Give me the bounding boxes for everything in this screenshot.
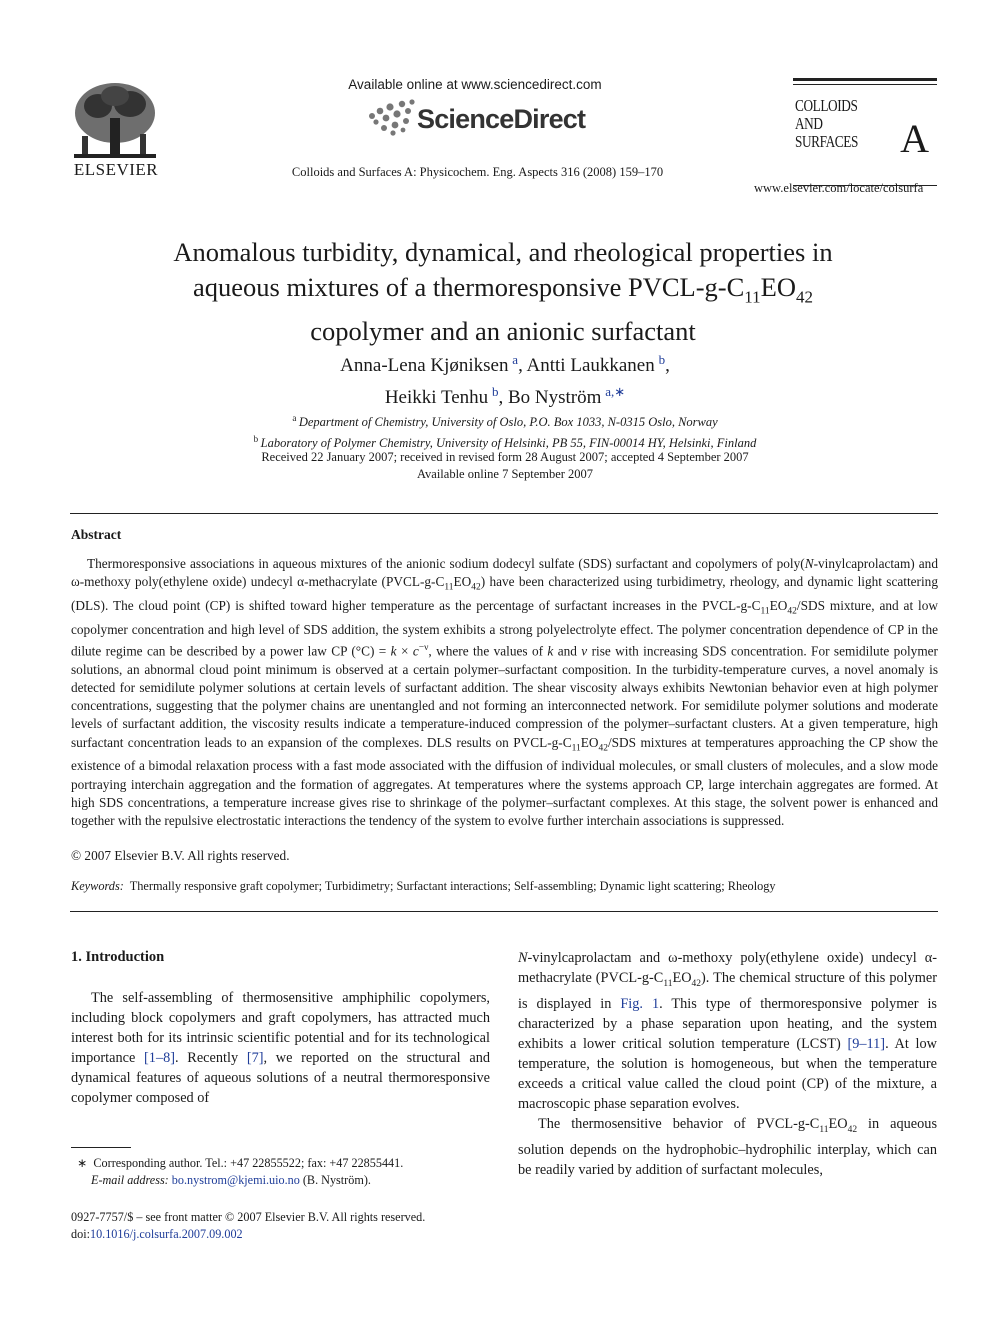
author-name: Antti Laukkanen: [526, 355, 655, 376]
imprint: 0927-7757/$ – see front matter © 2007 Elsevier B.V. All rights reserved. doi:10.1016/j.colsurfa.2007.09.002: [71, 1210, 426, 1241]
available-online-line[interactable]: Available online at www.sciencedirect.com: [348, 77, 602, 92]
abstract-heading: Abstract: [71, 527, 122, 542]
figure-link[interactable]: Fig. 1: [620, 995, 660, 1012]
paragraph: N-vinylcaprolactam and ω-methoxy poly(ethylene oxide) undecyl α-methacrylate $(PVCL-g-C_{11}EO_{42})$. The chemical structure of this polymer is displayed in Fig. 1. This type of thermoresponsive polymer is characterized by a phase separation upon heating, and the system exhibits a lower critical solution temperature (LCST) [9–11]. At low temperature, the solution is homogeneous, but when the temperature exceeds a critical value called the cloud point (CP) of the mixture, a macroscopic phase separation evolves.: [518, 950, 937, 1112]
paragraph: The thermosensitive behavior of PVCL-$g-C_{11}EO_{42}$ in aqueous solution depends on the hydrophobic–hydrophilic interplay, which can be readily varied by addition of surfactant molecules,: [518, 1115, 938, 1178]
journal-citation: Colloids and Surfaces A: Physicochem. Eng. Aspects 316 (2008) 159–170: [291, 165, 664, 179]
author-list: Anna-Lena Kjøniksen $^a$, Antti Laukkanen $^b$, Heikki Tenhu $^b$, Bo Nyström $^{a,∗}$: [340, 352, 670, 408]
author-name: Anna-Lena Kjøniksen: [340, 355, 509, 376]
corresponding-author-footnote: ∗ Corresponding author. Tel.: +47 22855522; fax: +47 22855441. E-mail address: bo.nystrom@kjemi.uio.no (B. Nyström).: [77, 1156, 404, 1187]
affiliation-link[interactable]: b: [658, 352, 666, 367]
affiliation-link[interactable]: a,∗: [605, 384, 626, 399]
divider: [70, 513, 938, 514]
citation-link[interactable]: [7]: [246, 1050, 264, 1066]
affiliations: $^a$ Department of Chemistry, University of Oslo, P.O. Box 1033, N-0315 Oslo, Norway $^b$ Laboratory of Polymer Chemistry, University of Helsinki, PB 55, FIN-00014 HY, Helsinki, Finland: [253, 413, 757, 450]
affiliation-link[interactable]: b: [491, 384, 499, 399]
email-link[interactable]: bo.nystrom@kjemi.uio.no: [171, 1172, 300, 1187]
publisher-name: ELSEVIER: [73, 160, 159, 179]
journal-url[interactable]: www.elsevier.com/locate/colsurfa: [754, 181, 924, 195]
divider: [70, 911, 938, 912]
journal-masthead: [793, 78, 937, 186]
article-history: Received 22 January 2007; received in revised form 28 August 2007; accepted 4 September 2007 Available online 7 September 2007: [261, 450, 749, 481]
author-name: Bo Nyström: [507, 387, 602, 408]
citation-link[interactable]: [1–8]: [144, 1050, 175, 1066]
doi-link[interactable]: 10.1016/j.colsurfa.2007.09.002: [89, 1226, 243, 1241]
sciencedirect-logo-text: ScienceDirect: [417, 104, 586, 134]
affiliation-link[interactable]: a: [512, 352, 519, 367]
keywords-text: Thermally responsive graft copolymer; Turbidimetry; Surfactant interactions; Self-assembling; Dynamic light scattering; Rheology: [129, 879, 776, 893]
citation-link[interactable]: [9–11]: [847, 1035, 886, 1052]
keywords: [71, 879, 938, 894]
author-name: Heikki Tenhu: [384, 387, 489, 408]
right-column: [518, 948, 937, 1180]
abstract-copyright: © 2007 Elsevier B.V. All rights reserved.: [71, 848, 290, 863]
paragraph: The self-assembling of thermosensitive amphiphilic copolymers, including block copolymers and graft copolymers, has attracted much interest both for its intrinsic scientific potential and for its technological importance [1–8]. Recently [7], we reported on the structural and dynamical features of aqueous solutions of a neutral thermoresponsive copolymer composed of: [71, 990, 491, 1106]
journal-section-letter: A: [900, 116, 929, 161]
keywords-label: Keywords:: [71, 879, 124, 893]
abstract-text: Thermoresponsive associations in aqueous mixtures of the anionic sodium dodecyl sulfate (SDS) surfactant and copolymers of poly(N-vinylcaprolactam) and ω-methoxy poly(ethylene oxide) undecyl α-methacrylate $(PVCL-g-C_{11}EO_{42})$ have been characterized using turbidimetry, rheology, and dynamic light scattering (DLS). The cloud point (CP) is shifted toward higher temperature as the percentage of surfactant increases in the PVCL-$g-C_{11}EO_{42}$/SDS mixture, and at low copolymer concentration and high level of SDS addition, the system exhibits a strong polyelectrolyte effect. The polymer concentration dependence of CP in the dilute regime can be described by a power law CP $(^\circ C) = k \times c^{-\nu}$, where the values of k and ν rise with increasing SDS concentration. For semidilute polymer solutions, an abnormal cloud point minimum is observed at a certain polymer–surfactant composition. In the turbidity-temperature curves, a novel anomaly is detected for semidilute polymer solutions at certain levels of surfactant addition. The shear viscosity always exhibits Newtonian behavior even at high polymer concentrations, suggesting that the polymer chains are unentangled and not forming an interconnected network. For semidilute polymer solutions and moderate levels of surfactant addition, the viscosity results indicate a temperature-induced compression of the polymer–surfactant clusters. At a given temperature, high surfactant concentration leads to an expansion of the complexes. DLS results on PVCL-$g-C_{11}EO_{42}$/SDS mixtures at temperatures approaching the CP show the existence of a bimodal relaxation process with a fast mode associated with the diffusion of individual molecules, or small clusters of molecules, and a slow mode portraying interchain aggregation and the formation of aggregates. At temperatures where the systems approach CP, large interchain aggregates are formed. At high SDS concentrations, a temperature increase gives rise to shrinkage of the polymer–surfactant complexes. At this stage, the solvent power is enhanced and together with the repulsive electrostatic interactions the tendency of the system to evolve further interchain associations is suppressed.: [71, 556, 939, 829]
article-title: Anomalous turbidity, dynamical, and rheological properties in aqueous mixtures of a thermoresponsive PVCL-$g-C_{11}EO_{42}$ copolymer and an anionic surfactant: [173, 237, 833, 347]
left-column: [71, 988, 490, 1108]
footnote-divider: [71, 1147, 131, 1148]
journal-masthead-title: COLLOIDS AND SURFACES: [795, 96, 858, 151]
section-heading: 1. Introduction: [71, 949, 165, 965]
